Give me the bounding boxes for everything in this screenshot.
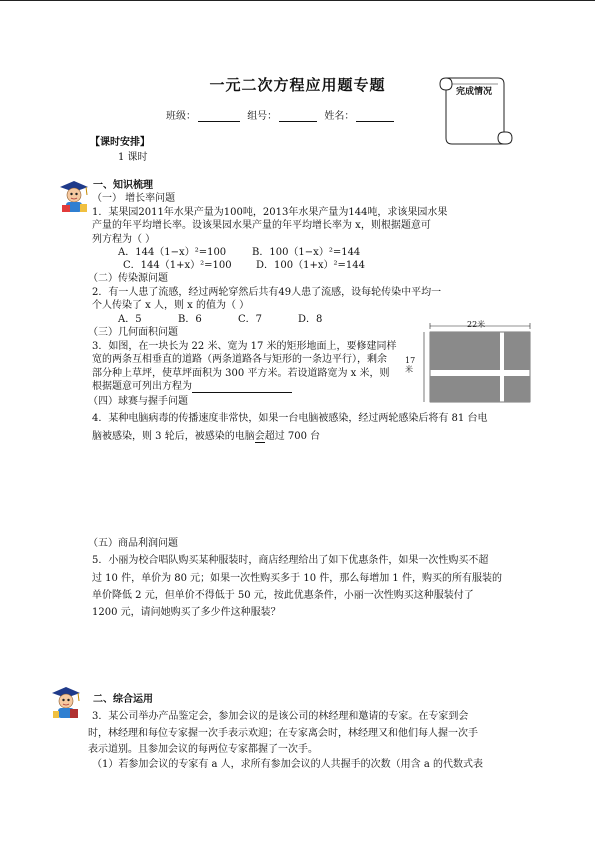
name-blank xyxy=(356,111,394,122)
s2-q3-line3: 表示道别。且参加会议的每两位专家都握了一次手。 xyxy=(88,744,318,755)
scroll-icon xyxy=(436,72,514,150)
part3-heading: （三）几何面积问题 xyxy=(88,327,178,338)
q4-line2-underlined: 会 xyxy=(254,431,265,442)
status-box-label: 完成情况 xyxy=(456,87,493,97)
q2-line1: 2．有一人患了流感，经过两轮穿然后共有49人患了流感，设每轮传染中平均一 xyxy=(92,287,442,298)
s2-q3-line2: 时，林经理和每位专家握一次手表示欢迎；在专家离会时，林经理又和他们每人握一次手 xyxy=(88,728,478,739)
fig-width-label: 22米 xyxy=(467,320,486,329)
q5-line3: 单价降低 2 元，但单价不得低于 50 元，按此优惠条件，小丽一次性购买这种服装付了 xyxy=(92,590,474,601)
q1-line2: 产量的年平均增长率。设该果园水果产量的年平均增长率为 x，则根据题意可 xyxy=(92,220,431,231)
q2-line2: 个人传染了 x 人，则 x 的值为（ ） xyxy=(92,300,250,311)
q4-line2-a: 脑被感染，则 3 轮后，被感染的电脑 xyxy=(92,431,255,442)
q4-line1: 4．某种电脑病毒的传播速度非常快，如果一台电脑被感染，经过两轮感染后将有 81 台电 xyxy=(92,413,488,424)
part1-heading: （一） 增长率问题 xyxy=(92,193,176,204)
q2-option-a: A．5 xyxy=(118,314,142,325)
q5-line1: 5．小丽为校合唱队购买某种服装时，商店经理给出了如下优惠条件，如果一次性购买不超 xyxy=(92,555,489,566)
q3-line3: 部分种上草坪，使草坪面积为 300 平方米。若设道路宽为 x 米，则 xyxy=(92,368,390,379)
student-info-line xyxy=(166,107,398,122)
top-rule xyxy=(0,0,595,1)
q1-option-a: A．144（1−x）²=100 xyxy=(118,247,227,258)
class-blank xyxy=(198,111,240,122)
q3-line1: 3．如图，在一块长为 22 米、宽为 17 米的矩形地面上，要修建同样 xyxy=(92,341,397,352)
q2-option-d: D．8 xyxy=(298,314,323,325)
q5-line4: 1200 元，请问她购买了多少件这种服装？ xyxy=(92,607,281,618)
road-diagram xyxy=(418,320,534,404)
q5-line2: 过 10 件，单价为 80 元；如果一次性购买多于 10 件，那么每增加 1 件，购买的所有服装的 xyxy=(92,573,502,584)
page-title: 一元二次方程应用题专题 xyxy=(209,76,386,94)
q3-answer-blank xyxy=(192,382,292,393)
name-label: 姓名： xyxy=(324,111,355,122)
q3-line4 xyxy=(92,380,292,393)
q4-line2-b: 超过 700 台 xyxy=(264,431,321,442)
section2-heading: 二、综合运用 xyxy=(93,694,153,705)
fig-height-label: 17米 xyxy=(405,356,416,374)
q1-option-d: D．100（1+x）²=144 xyxy=(256,260,365,271)
q2-option-c: C．7 xyxy=(238,314,263,325)
teacher-avatar-icon xyxy=(48,684,84,722)
q3-line4-text: 根据题意可列出方程为 xyxy=(92,381,192,392)
q4-line2 xyxy=(92,430,320,443)
group-blank xyxy=(279,111,317,122)
schedule-value: 1 课时 xyxy=(118,152,148,163)
section1-heading: 一、知识梳理 xyxy=(93,180,153,191)
part2-heading: （二）传染源问题 xyxy=(88,273,168,284)
q1-option-c: C．144（1+x）²=100 xyxy=(123,260,232,271)
class-label: 班级： xyxy=(166,111,196,122)
q1-line3: 列方程为（ ） xyxy=(92,234,156,245)
s2-q3-line4: （1）若参加会议的专家有 a 人，求所有参加会议的人共握手的次数（用含 a 的代数式表 xyxy=(92,759,484,770)
q1-line1: 1．某果园2011年水果产量为100吨，2013年水果产量为144吨，求该果园水果 xyxy=(92,207,448,218)
q2-option-b: B．6 xyxy=(178,314,202,325)
q1-option-b: B．100（1−x）²=144 xyxy=(252,247,361,258)
q3-line2: 宽的两条互相垂直的道路（两条道路各与矩形的一条边平行），剩余 xyxy=(92,354,387,365)
s2-q3-line1: 3．某公司举办产品鉴定会，参加会议的是该公司的林经理和邀请的专家。在专家到会 xyxy=(92,711,469,722)
schedule-heading: 【课时安排】 xyxy=(90,137,150,148)
student-avatar-icon xyxy=(56,178,92,216)
group-label: 组号： xyxy=(247,111,278,122)
part5-heading: （五）商品利润问题 xyxy=(88,538,178,549)
part4-heading: （四）球赛与握手问题 xyxy=(88,396,188,407)
